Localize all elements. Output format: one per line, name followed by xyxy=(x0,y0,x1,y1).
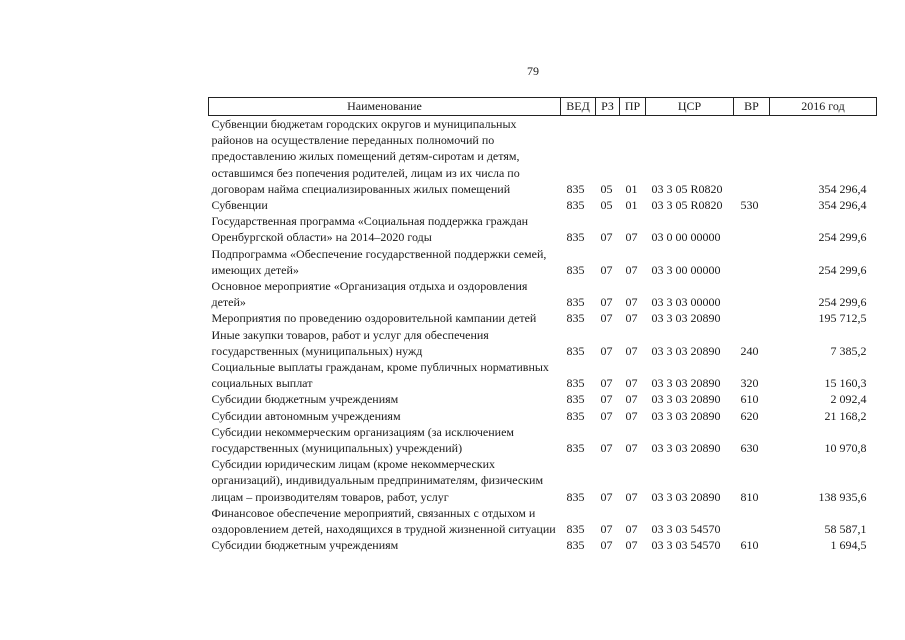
row-sum: 254 299,6 xyxy=(818,295,867,310)
row-ved: 835 xyxy=(566,295,585,310)
row-vr: 320 xyxy=(740,376,759,391)
row-sum: 254 299,6 xyxy=(818,262,867,277)
row-ved: 835 xyxy=(566,262,585,277)
row-pr: 01 xyxy=(625,198,638,213)
row-vr xyxy=(734,278,770,310)
row-ved: 835 xyxy=(566,311,585,326)
row-rz: 07 xyxy=(600,408,613,423)
row-sum: 1 694,5 xyxy=(830,538,867,553)
page-number: 79 xyxy=(527,64,539,78)
table-row xyxy=(209,197,877,213)
row-ved: 835 xyxy=(566,198,585,213)
budget-table xyxy=(208,97,877,553)
header-vr: ВР xyxy=(734,98,770,116)
row-vr xyxy=(734,310,770,326)
table-row xyxy=(209,310,877,326)
row-pr: 07 xyxy=(625,376,638,391)
row-ved: 835 xyxy=(566,489,585,504)
row-sum: 10 970,8 xyxy=(824,441,867,456)
row-rz: 07 xyxy=(600,522,613,537)
row-vr: 620 xyxy=(740,408,759,423)
row-sum: 15 160,3 xyxy=(824,376,867,391)
row-rz: 07 xyxy=(600,376,613,391)
row-csr: 03 3 03 54570 xyxy=(651,538,721,553)
row-ved: 835 xyxy=(566,408,585,423)
table-row xyxy=(209,116,877,198)
row-rz: 07 xyxy=(600,538,613,553)
row-csr: 03 3 05 R0820 xyxy=(651,181,723,196)
row-pr: 07 xyxy=(625,408,638,423)
table-row xyxy=(209,278,877,310)
row-ved: 835 xyxy=(566,522,585,537)
row-vr: 810 xyxy=(740,489,759,504)
table-row xyxy=(209,391,877,407)
row-rz: 07 xyxy=(600,295,613,310)
row-ved: 835 xyxy=(566,230,585,245)
row-sum: 58 587,1 xyxy=(824,522,867,537)
row-pr: 07 xyxy=(625,311,638,326)
header-sum: 2016 год xyxy=(770,98,877,116)
row-csr: 03 3 03 20890 xyxy=(651,343,721,358)
table-row xyxy=(209,213,877,245)
row-sum: 138 935,6 xyxy=(818,489,867,504)
row-rz: 05 xyxy=(600,181,613,196)
row-name: Финансовое обеспечение мероприятий, связанных с отдыхом и оздоровлением детей, находящихся в трудной жизненной ситуации xyxy=(211,505,556,537)
row-pr: 07 xyxy=(625,343,638,358)
table-row xyxy=(209,424,877,456)
row-sum: 354 296,4 xyxy=(818,181,867,196)
row-ved: 835 xyxy=(566,343,585,358)
row-rz: 07 xyxy=(600,441,613,456)
table-row xyxy=(209,537,877,553)
row-csr: 03 3 03 20890 xyxy=(651,392,721,407)
row-csr: 03 3 03 00000 xyxy=(651,295,721,310)
row-ved: 835 xyxy=(566,376,585,391)
header-pr: ПР xyxy=(620,98,646,116)
row-name: Государственная программа «Социальная поддержка граждан Оренбургской области» на 2014–2020 годы xyxy=(211,214,529,245)
row-vr: 610 xyxy=(740,538,759,553)
row-csr: 03 3 00 00000 xyxy=(651,262,721,277)
header-ved: ВЕД xyxy=(561,98,596,116)
row-csr: 03 3 03 20890 xyxy=(651,311,721,326)
row-ved: 835 xyxy=(566,441,585,456)
row-pr: 07 xyxy=(625,230,638,245)
row-sum: 2 092,4 xyxy=(830,392,867,407)
row-name: Основное мероприятие «Организация отдыха и оздоровления детей» xyxy=(211,279,528,310)
row-name: Мероприятия по проведению оздоровительной кампании детей xyxy=(211,311,537,326)
row-rz: 07 xyxy=(600,311,613,326)
row-csr: 03 3 05 R0820 xyxy=(651,198,723,213)
row-vr xyxy=(734,505,770,537)
row-name: Субсидии юридическим лицам (кроме некоммерческих организаций), индивидуальным предпринимателям, физическим лицам – производителям товаров, работ, услуг xyxy=(211,457,544,504)
row-pr: 01 xyxy=(625,181,638,196)
row-sum: 254 299,6 xyxy=(818,230,867,245)
row-csr: 03 0 00 00000 xyxy=(651,230,721,245)
table-row xyxy=(209,359,877,391)
row-pr: 07 xyxy=(625,538,638,553)
row-name: Субвенции бюджетам городских округов и муниципальных районов на осуществление переданных полномочий по предоставлению жилых помещений детям-сиротам и детям, оставшимся без попечения родителей, лицам из их числа по договорам найма специализированных жилых помещений xyxy=(211,117,520,196)
row-sum: 354 296,4 xyxy=(818,198,867,213)
row-name: Подпрограмма «Обеспечение государственной поддержки семей, имеющих детей» xyxy=(211,246,547,277)
row-rz: 07 xyxy=(600,489,613,504)
row-pr: 07 xyxy=(625,295,638,310)
table-header xyxy=(209,98,877,116)
table-row xyxy=(209,505,877,537)
table-body xyxy=(209,116,877,554)
row-name: Субсидии некоммерческим организациям (за исключением государственных (муниципальных) учреждений) xyxy=(211,424,515,456)
row-name: Социальные выплаты гражданам, кроме публичных нормативных социальных выплат xyxy=(211,360,549,391)
row-vr xyxy=(734,116,770,198)
row-name: Субсидии автономным учреждениям xyxy=(211,408,401,423)
row-pr: 07 xyxy=(625,392,638,407)
table-row xyxy=(209,456,877,505)
header-csr: ЦСР xyxy=(646,98,734,116)
header-name: Наименование xyxy=(209,98,561,116)
row-csr: 03 3 03 54570 xyxy=(651,522,721,537)
row-name: Субвенции xyxy=(211,198,268,213)
row-pr: 07 xyxy=(625,441,638,456)
row-vr: 630 xyxy=(740,441,759,456)
row-rz: 07 xyxy=(600,392,613,407)
row-vr: 240 xyxy=(740,343,759,358)
row-csr: 03 3 03 20890 xyxy=(651,441,721,456)
row-pr: 07 xyxy=(625,262,638,277)
row-rz: 07 xyxy=(600,230,613,245)
row-pr: 07 xyxy=(625,522,638,537)
row-name: Иные закупки товаров, работ и услуг для обеспечения государственных (муниципальных) нужд xyxy=(211,327,489,358)
row-sum: 7 385,2 xyxy=(830,343,867,358)
row-rz: 05 xyxy=(600,198,613,213)
table-row xyxy=(209,327,877,359)
row-ved: 835 xyxy=(566,181,585,196)
header-rz: РЗ xyxy=(596,98,620,116)
row-name: Субсидии бюджетным учреждениям xyxy=(211,538,399,553)
row-name: Субсидии бюджетным учреждениям xyxy=(211,392,399,407)
row-vr xyxy=(734,246,770,278)
row-rz: 07 xyxy=(600,262,613,277)
table-row xyxy=(209,246,877,278)
row-sum: 195 712,5 xyxy=(818,311,867,326)
row-vr: 610 xyxy=(740,392,759,407)
row-ved: 835 xyxy=(566,392,585,407)
row-vr xyxy=(734,213,770,245)
row-pr: 07 xyxy=(625,489,638,504)
row-csr: 03 3 03 20890 xyxy=(651,408,721,423)
table-row xyxy=(209,408,877,424)
row-vr: 530 xyxy=(740,198,759,213)
header-row xyxy=(209,98,877,116)
row-rz: 07 xyxy=(600,343,613,358)
row-ved: 835 xyxy=(566,538,585,553)
row-sum: 21 168,2 xyxy=(824,408,867,423)
row-csr: 03 3 03 20890 xyxy=(651,376,721,391)
row-csr: 03 3 03 20890 xyxy=(651,489,721,504)
